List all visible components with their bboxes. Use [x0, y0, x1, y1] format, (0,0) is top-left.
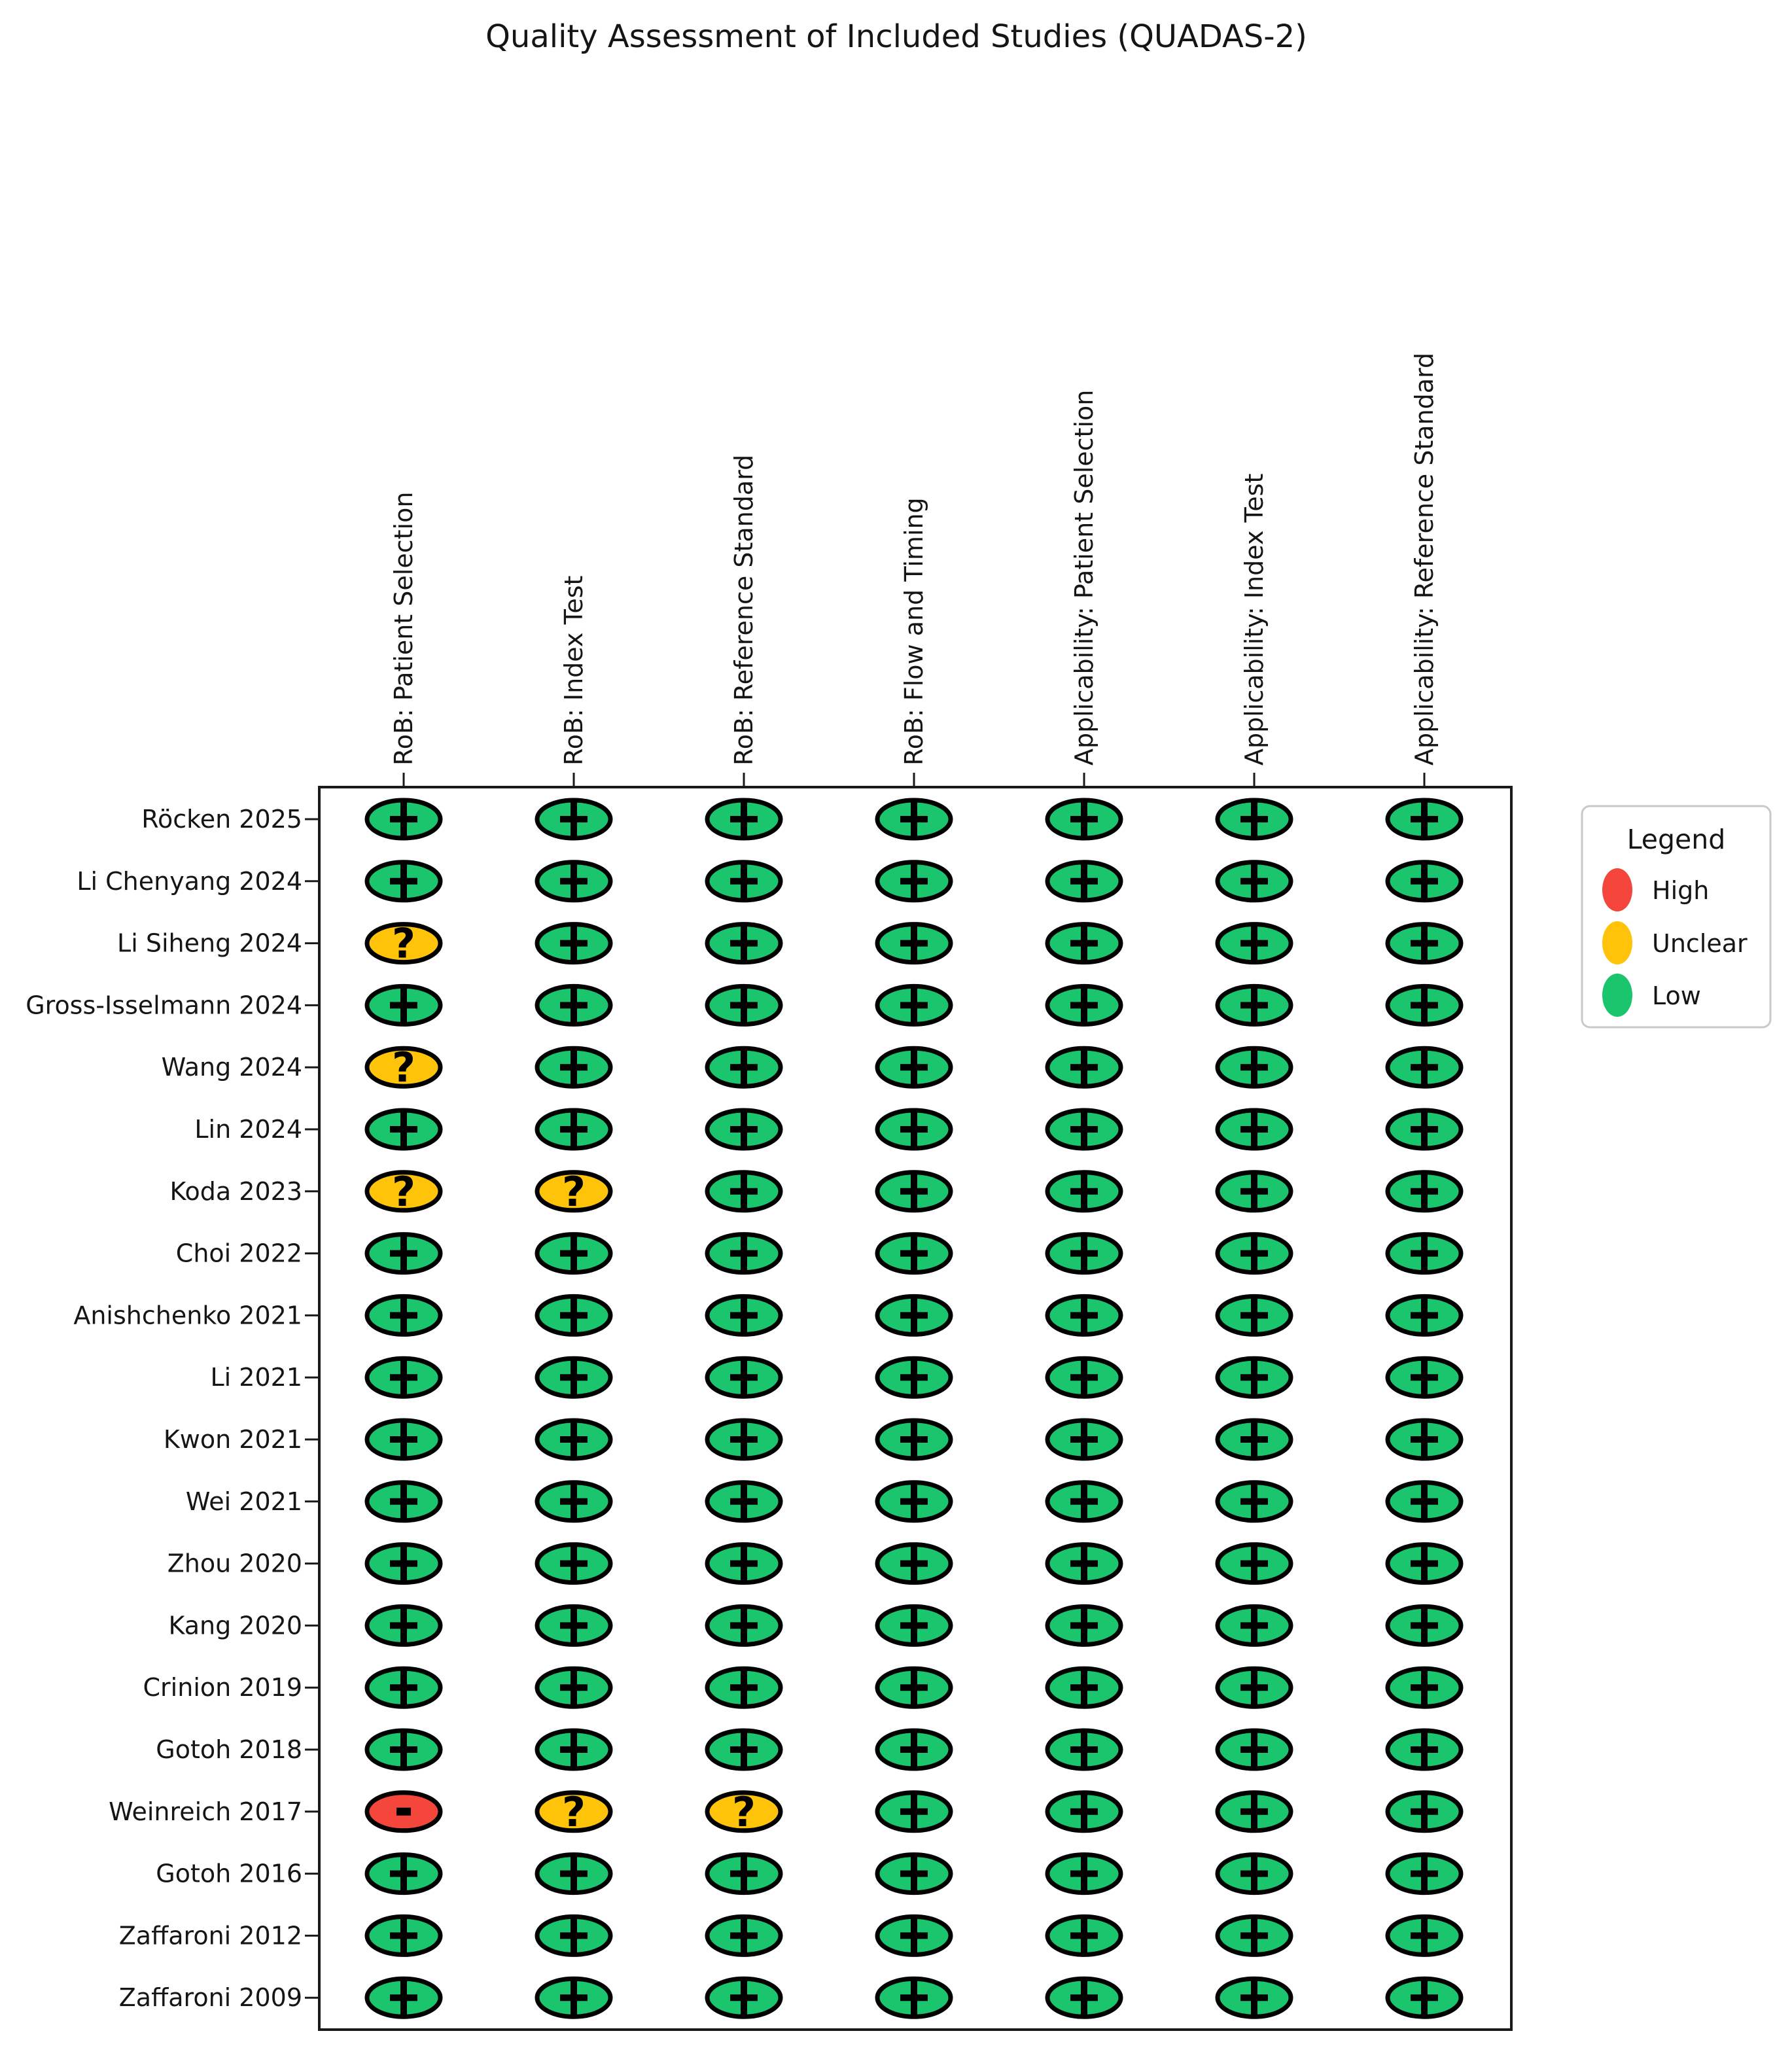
legend-swatch-unclear-icon — [1602, 921, 1632, 964]
legend-label-unclear: Unclear — [1652, 929, 1748, 958]
row-label: Choi 2022 — [175, 1239, 302, 1268]
row-label: Gross-Isselmann 2024 — [26, 991, 302, 1020]
row-label: Li 2021 — [210, 1363, 302, 1392]
row-label: Zhou 2020 — [167, 1549, 302, 1578]
column-header: Applicability: Patient Selection — [1070, 389, 1098, 766]
question-mark-icon: ? — [392, 1167, 415, 1216]
row-label: Wang 2024 — [161, 1053, 302, 1082]
question-mark-icon: ? — [392, 919, 415, 968]
row-label: Li Chenyang 2024 — [77, 866, 302, 896]
question-mark-icon: ? — [732, 1788, 756, 1836]
plot-area — [26, 353, 1461, 2017]
legend-swatch-high-icon — [1602, 868, 1632, 911]
row-label: Zaffaroni 2012 — [118, 1921, 302, 1950]
row-label: Zaffaroni 2009 — [118, 1983, 302, 2013]
legend-title: Legend — [1626, 824, 1726, 855]
row-label: Gotoh 2018 — [156, 1735, 302, 1764]
question-mark-icon: ? — [392, 1044, 415, 1092]
row-label: Lin 2024 — [194, 1115, 302, 1144]
row-label: Gotoh 2016 — [156, 1859, 302, 1888]
row-label: Weinreich 2017 — [109, 1797, 302, 1826]
column-header: RoB: Reference Standard — [729, 454, 758, 766]
row-label: Wei 2021 — [185, 1487, 302, 1516]
row-label: Kwon 2021 — [163, 1425, 302, 1454]
row-label: Röcken 2025 — [141, 805, 302, 834]
column-header: RoB: Index Test — [559, 575, 588, 766]
legend-label-high: High — [1652, 876, 1710, 905]
column-header: RoB: Flow and Timing — [900, 497, 928, 766]
row-label: Kang 2020 — [168, 1611, 302, 1640]
row-label: Koda 2023 — [169, 1176, 302, 1206]
column-header: Applicability: Index Test — [1240, 473, 1269, 766]
row-label: Anishchenko 2021 — [73, 1301, 302, 1330]
column-header: Applicability: Reference Standard — [1410, 352, 1439, 766]
chart-title: Quality Assessment of Included Studies (QUADAS-2) — [485, 18, 1307, 55]
legend-swatch-low-icon — [1602, 974, 1632, 1017]
column-header: RoB: Patient Selection — [389, 491, 418, 766]
question-mark-icon: ? — [562, 1167, 586, 1216]
row-label: Crinion 2019 — [143, 1673, 302, 1702]
question-mark-icon: ? — [562, 1788, 586, 1836]
legend — [1582, 806, 1770, 1027]
plot-frame — [319, 787, 1511, 2030]
legend-label-low: Low — [1652, 981, 1701, 1010]
row-label: Li Siheng 2024 — [117, 928, 302, 958]
